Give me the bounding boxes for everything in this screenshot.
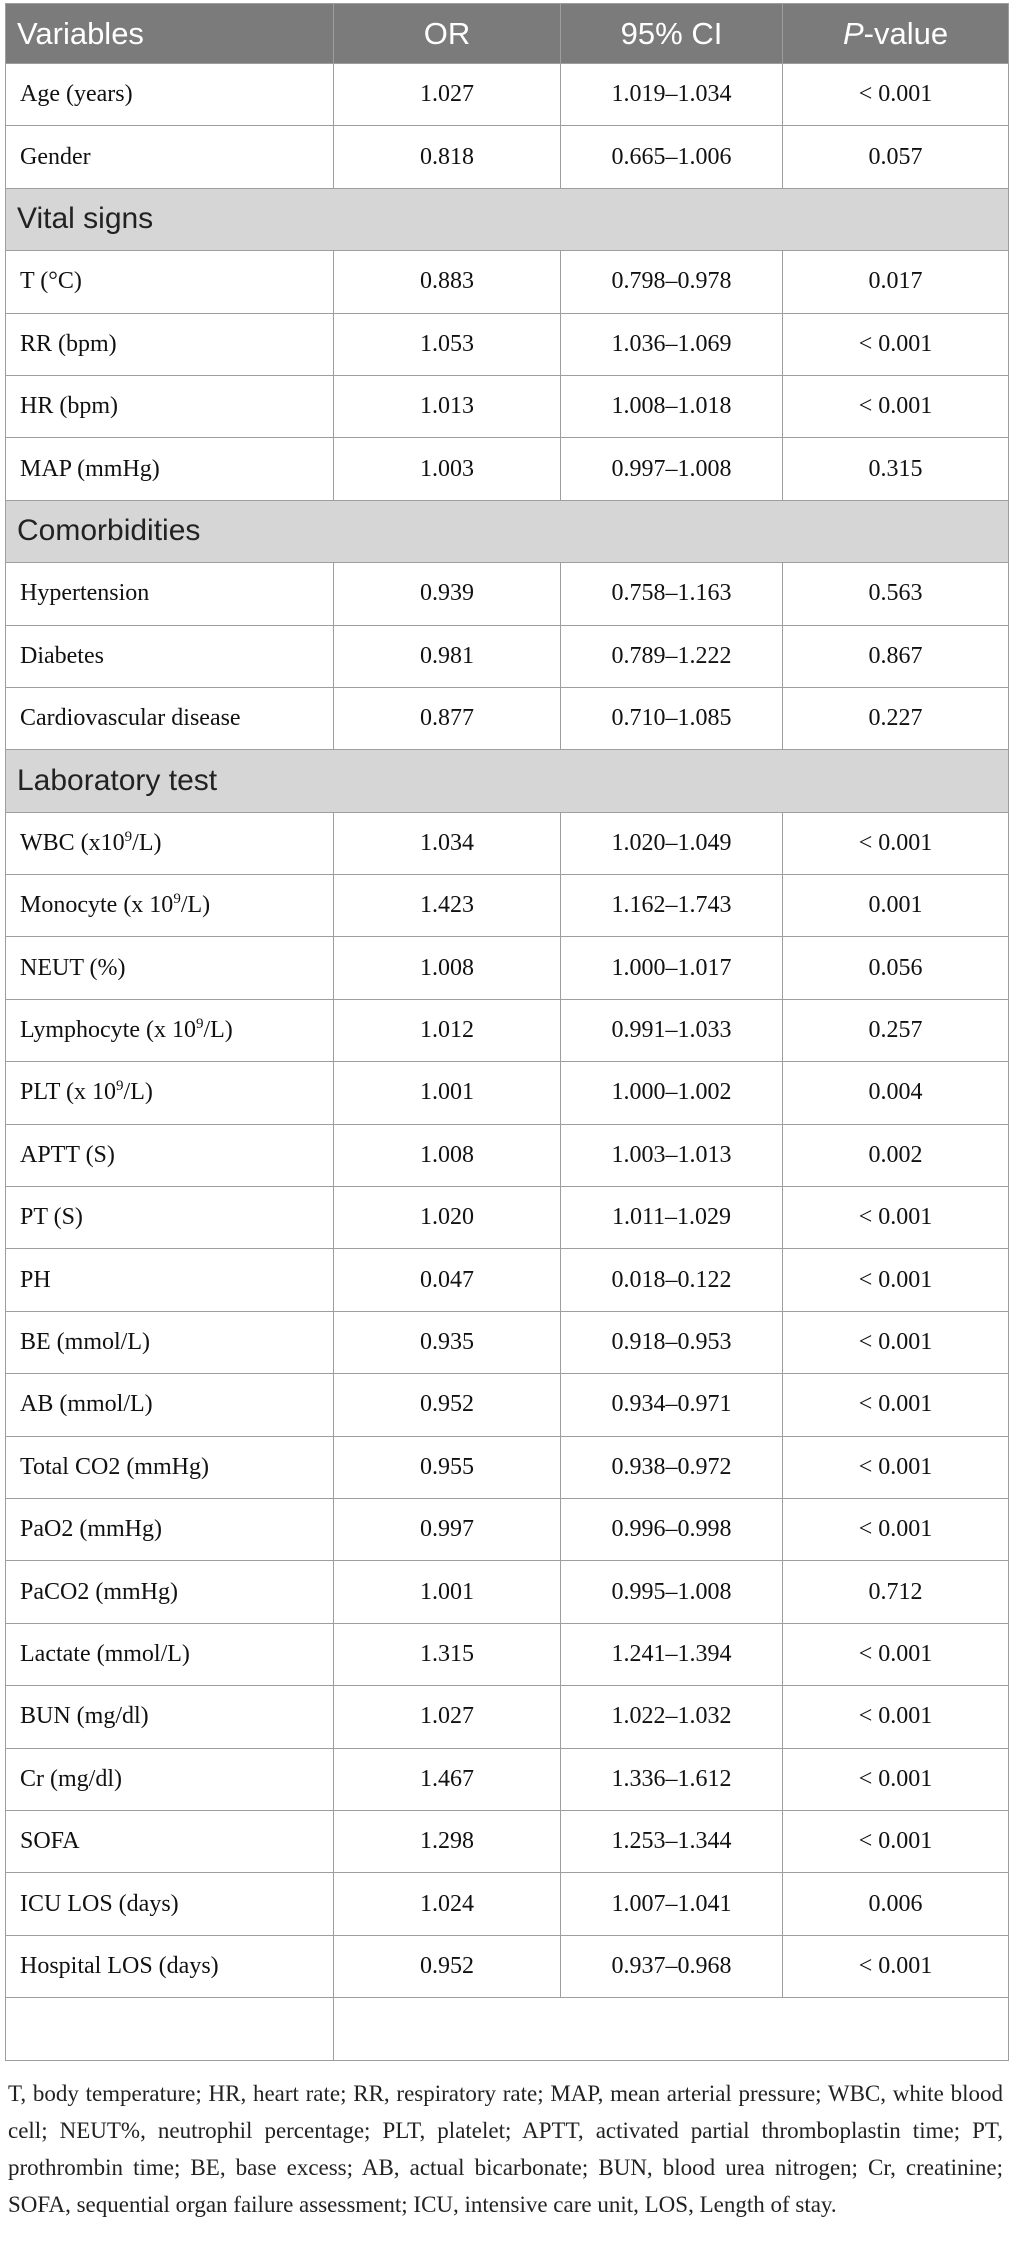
variable-label: Age (years) — [20, 81, 133, 108]
ci-cell: 1.000–1.017 — [561, 937, 783, 999]
table-row — [6, 625, 1009, 687]
table-row — [6, 687, 1009, 749]
table-row — [6, 1374, 1009, 1436]
or-cell: 1.008 — [334, 937, 561, 999]
p-value-cell: < 0.001 — [783, 313, 1009, 375]
variable-label: BE (mmol/L) — [20, 1329, 150, 1355]
table-row — [6, 1311, 1009, 1373]
table-row — [6, 1561, 1009, 1623]
variable-label: MAP (mmHg) — [20, 455, 160, 482]
p-value-cell: < 0.001 — [783, 1187, 1009, 1249]
variable-label: Monocyte (x 10 — [20, 892, 174, 919]
or-cell: 0.047 — [334, 1249, 561, 1311]
ci-cell: 0.997–1.008 — [561, 438, 783, 500]
ci-cell: 1.253–1.344 — [561, 1810, 783, 1872]
table-row — [6, 438, 1009, 500]
ci-cell: 0.991–1.033 — [561, 999, 783, 1061]
ci-cell: 1.007–1.041 — [561, 1873, 783, 1935]
variable-label-suffix: /L) — [132, 829, 162, 856]
header-row — [6, 4, 1009, 64]
or-cell: 0.952 — [334, 1374, 561, 1436]
table-row — [6, 563, 1009, 625]
or-cell: 1.027 — [334, 64, 561, 126]
empty-cell — [6, 1998, 334, 2060]
variable-label: Gender — [20, 143, 91, 170]
ci-cell: 1.336–1.612 — [561, 1748, 783, 1810]
ci-cell: 1.020–1.049 — [561, 812, 783, 874]
table-row — [6, 251, 1009, 313]
p-value-cell: 0.257 — [783, 999, 1009, 1061]
variable-superscript: 9 — [124, 828, 133, 845]
variable-label: APTT (S) — [20, 1141, 115, 1168]
variable-label-suffix: /L) — [123, 1079, 153, 1106]
ci-cell: 0.758–1.163 — [561, 563, 783, 625]
ci-cell: 0.918–0.953 — [561, 1311, 783, 1373]
table-row — [6, 999, 1009, 1061]
or-cell: 1.001 — [334, 1062, 561, 1124]
variable-cell — [6, 1623, 334, 1685]
table-row — [6, 937, 1009, 999]
p-value-cell: 0.006 — [783, 1873, 1009, 1935]
variable-cell — [6, 438, 334, 500]
table-row — [6, 1436, 1009, 1498]
table-row — [6, 126, 1009, 188]
table-row — [6, 1686, 1009, 1748]
or-cell: 0.877 — [334, 687, 561, 749]
variable-cell — [6, 1810, 334, 1872]
variable-label-suffix: /L) — [203, 1017, 233, 1044]
variable-cell — [6, 812, 334, 874]
p-value-cell: < 0.001 — [783, 1436, 1009, 1498]
variable-cell — [6, 1561, 334, 1623]
section-header-row — [6, 500, 1009, 562]
or-cell: 1.024 — [334, 1873, 561, 1935]
variable-cell — [6, 1498, 334, 1560]
ci-cell: 0.938–0.972 — [561, 1436, 783, 1498]
variable-cell — [6, 1187, 334, 1249]
ci-cell: 1.011–1.029 — [561, 1187, 783, 1249]
section-label: Laboratory test — [6, 750, 1009, 812]
variable-label: PT (S) — [20, 1204, 83, 1231]
ci-cell: 1.000–1.002 — [561, 1062, 783, 1124]
p-value-cell: 0.004 — [783, 1062, 1009, 1124]
p-value-cell: < 0.001 — [783, 812, 1009, 874]
header-ci: 95% CI — [561, 4, 783, 64]
p-value-cell: 0.712 — [783, 1561, 1009, 1623]
ci-cell: 1.036–1.069 — [561, 313, 783, 375]
variable-label: Cardiovascular disease — [20, 705, 241, 732]
variable-label: BUN (mg/dl) — [20, 1703, 149, 1730]
ci-cell: 0.937–0.968 — [561, 1935, 783, 1997]
variable-cell — [6, 1935, 334, 1997]
or-cell: 1.027 — [334, 1686, 561, 1748]
variable-label: HR (bpm) — [20, 393, 118, 420]
variable-label: Total CO2 (mmHg) — [20, 1453, 209, 1480]
p-value-cell: 0.227 — [783, 687, 1009, 749]
or-cell: 1.020 — [334, 1187, 561, 1249]
variable-cell — [6, 313, 334, 375]
or-cell: 0.955 — [334, 1436, 561, 1498]
results-table — [5, 3, 1009, 2061]
p-value-cell: < 0.001 — [783, 1935, 1009, 1997]
or-cell: 0.981 — [334, 625, 561, 687]
variable-label: ICU LOS (days) — [20, 1890, 179, 1917]
section-label: Vital signs — [6, 188, 1009, 250]
or-cell: 0.997 — [334, 1498, 561, 1560]
variable-label: Diabetes — [20, 642, 104, 669]
table-row — [6, 1124, 1009, 1186]
header-variables: Variables — [6, 4, 334, 64]
variable-label: Hypertension — [20, 580, 150, 607]
variable-label: PaO2 (mmHg) — [20, 1516, 162, 1543]
variable-label: SOFA — [20, 1828, 80, 1855]
or-cell: 1.008 — [334, 1124, 561, 1186]
p-value-cell: 0.001 — [783, 875, 1009, 937]
ci-cell: 0.934–0.971 — [561, 1374, 783, 1436]
table-row — [6, 1623, 1009, 1685]
or-cell: 1.298 — [334, 1810, 561, 1872]
ci-cell: 1.019–1.034 — [561, 64, 783, 126]
table-row — [6, 875, 1009, 937]
or-cell: 0.883 — [334, 251, 561, 313]
table-footnote: T, body temperature; HR, heart rate; RR, respiratory rate; MAP, mean arterial pressure; WBC, white blood cell; NEUT%, neutrophil percentage; PLT, platelet; APTT, activated partial thromboplastin time; PT, prothrombin time; BE, base excess; AB, actual bicarbonate; BUN, blood urea nitrogen; Cr, creatinine; SOFA, sequential organ failure assessment; ICU, intensive care unit, LOS, Length of stay. — [8, 2081, 1003, 2217]
variable-cell — [6, 126, 334, 188]
variable-label: Cr (mg/dl) — [20, 1765, 122, 1792]
variable-cell — [6, 625, 334, 687]
ci-cell: 0.789–1.222 — [561, 625, 783, 687]
ci-cell: 0.665–1.006 — [561, 126, 783, 188]
ci-cell: 1.022–1.032 — [561, 1686, 783, 1748]
p-value-cell: 0.002 — [783, 1124, 1009, 1186]
p-value-cell: < 0.001 — [783, 1498, 1009, 1560]
table-row — [6, 1249, 1009, 1311]
p-value-cell: < 0.001 — [783, 1810, 1009, 1872]
section-header-row — [6, 750, 1009, 812]
variable-label: PH — [20, 1266, 51, 1293]
or-cell: 1.315 — [334, 1623, 561, 1685]
table-container — [5, 3, 1008, 2061]
ci-cell: 1.003–1.013 — [561, 1124, 783, 1186]
variable-label: PLT (x 10 — [20, 1079, 117, 1106]
p-value-cell: < 0.001 — [783, 1686, 1009, 1748]
p-value-cell: 0.867 — [783, 625, 1009, 687]
header-p-italic: P — [842, 15, 864, 51]
variable-cell — [6, 1062, 334, 1124]
variable-cell — [6, 563, 334, 625]
empty-row — [6, 1998, 1009, 2060]
p-value-cell: 0.057 — [783, 126, 1009, 188]
variable-label: Lymphocyte (x 10 — [20, 1017, 196, 1044]
variable-superscript: 9 — [173, 891, 181, 908]
or-cell: 1.001 — [334, 1561, 561, 1623]
ci-cell: 0.018–0.122 — [561, 1249, 783, 1311]
p-value-cell: 0.017 — [783, 251, 1009, 313]
p-value-cell: < 0.001 — [783, 1748, 1009, 1810]
ci-cell: 1.162–1.743 — [561, 875, 783, 937]
ci-cell: 1.008–1.018 — [561, 375, 783, 437]
p-value-cell: < 0.001 — [783, 375, 1009, 437]
variable-cell — [6, 375, 334, 437]
or-cell: 1.013 — [334, 375, 561, 437]
or-cell: 1.003 — [334, 438, 561, 500]
p-value-cell: < 0.001 — [783, 1374, 1009, 1436]
p-value-cell: 0.056 — [783, 937, 1009, 999]
ci-cell: 0.996–0.998 — [561, 1498, 783, 1560]
table-row — [6, 1187, 1009, 1249]
or-cell: 1.053 — [334, 313, 561, 375]
table-row — [6, 1935, 1009, 1997]
header-p-value — [783, 4, 1009, 64]
or-cell: 1.012 — [334, 999, 561, 1061]
variable-cell — [6, 1748, 334, 1810]
p-value-cell: < 0.001 — [783, 64, 1009, 126]
or-cell: 0.939 — [334, 563, 561, 625]
table-body — [6, 64, 1009, 2061]
variable-label: WBC (x10 — [20, 829, 125, 856]
variable-cell — [6, 999, 334, 1061]
p-value-cell: 0.563 — [783, 563, 1009, 625]
variable-label: Hospital LOS (days) — [20, 1952, 219, 1979]
or-cell: 1.467 — [334, 1748, 561, 1810]
p-value-cell: < 0.001 — [783, 1249, 1009, 1311]
variable-cell — [6, 251, 334, 313]
or-cell: 0.818 — [334, 126, 561, 188]
table-row — [6, 313, 1009, 375]
variable-cell — [6, 1249, 334, 1311]
or-cell: 0.935 — [334, 1311, 561, 1373]
variable-cell — [6, 1124, 334, 1186]
variable-label: NEUT (%) — [20, 954, 126, 981]
variable-cell — [6, 687, 334, 749]
p-value-cell: < 0.001 — [783, 1311, 1009, 1373]
variable-cell — [6, 1311, 334, 1373]
variable-label: RR (bpm) — [20, 330, 117, 357]
table-row — [6, 375, 1009, 437]
header-or: OR — [334, 4, 561, 64]
or-cell: 1.034 — [334, 812, 561, 874]
section-label: Comorbidities — [6, 500, 1009, 562]
variable-cell — [6, 1873, 334, 1935]
variable-label: AB (mmol/L) — [20, 1391, 153, 1418]
table-row — [6, 1062, 1009, 1124]
header-p-rest: -value — [863, 15, 949, 51]
variable-label: PaCO2 (mmHg) — [20, 1578, 178, 1605]
variable-cell — [6, 937, 334, 999]
variable-label: T (°C) — [20, 268, 82, 295]
table-row — [6, 1810, 1009, 1872]
variable-cell — [6, 1686, 334, 1748]
table-row — [6, 64, 1009, 126]
variable-cell — [6, 1374, 334, 1436]
table-row — [6, 1498, 1009, 1560]
section-header-row — [6, 188, 1009, 250]
ci-cell: 0.710–1.085 — [561, 687, 783, 749]
p-value-cell: 0.315 — [783, 438, 1009, 500]
table-row — [6, 1873, 1009, 1935]
p-value-cell: < 0.001 — [783, 1623, 1009, 1685]
table-row — [6, 812, 1009, 874]
table-row — [6, 1748, 1009, 1810]
variable-cell — [6, 64, 334, 126]
ci-cell: 0.995–1.008 — [561, 1561, 783, 1623]
variable-label: Lactate (mmol/L) — [20, 1640, 190, 1667]
empty-cell — [334, 1998, 1009, 2060]
or-cell: 0.952 — [334, 1935, 561, 1997]
ci-cell: 0.798–0.978 — [561, 251, 783, 313]
variable-superscript: 9 — [195, 1016, 204, 1033]
variable-superscript: 9 — [116, 1078, 124, 1095]
variable-label-suffix: /L) — [180, 892, 211, 919]
variable-cell — [6, 1436, 334, 1498]
or-cell: 1.423 — [334, 875, 561, 937]
ci-cell: 1.241–1.394 — [561, 1623, 783, 1685]
variable-cell — [6, 875, 334, 937]
